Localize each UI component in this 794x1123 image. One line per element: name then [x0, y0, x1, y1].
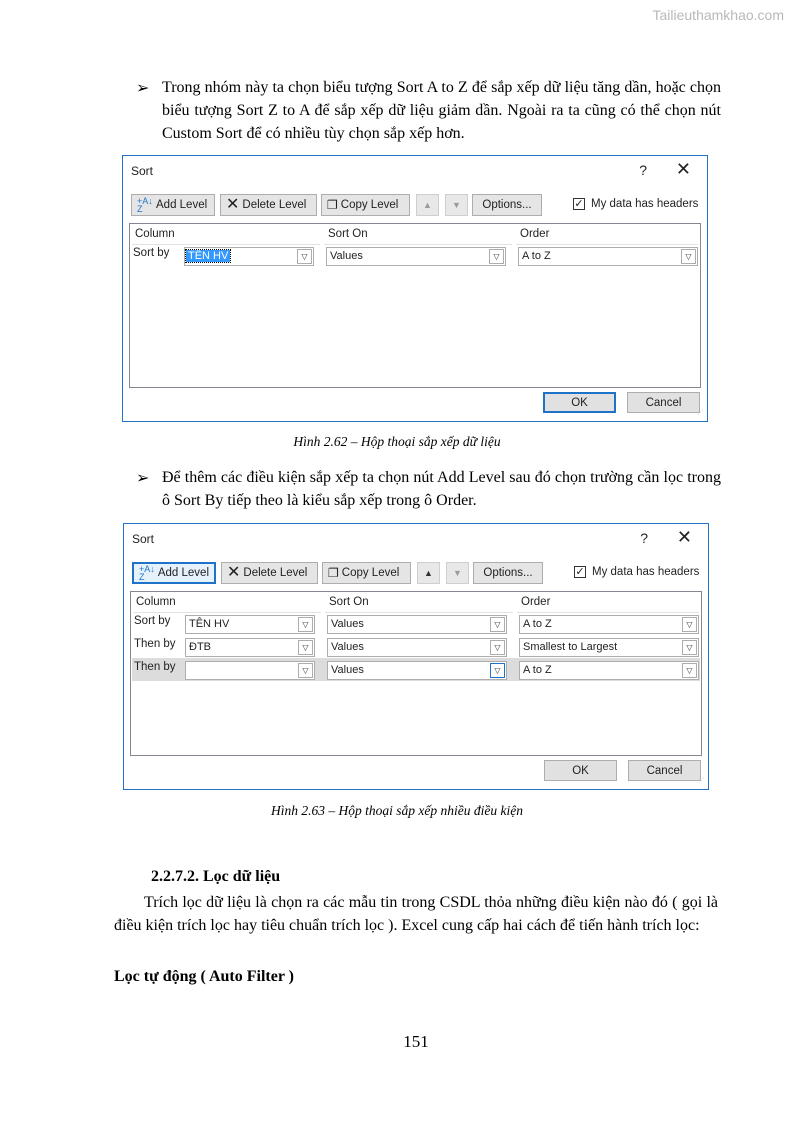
column-select[interactable]: ĐTB ▽	[185, 638, 315, 657]
body-paragraph: Trích lọc dữ liệu là chọn ra các mẫu tin trong CSDL thỏa những điều kiện nào đó ( gọi là điều kiện trích lọc hay tiêu chuẩn trích lọc ). Excel cung cấp hai cách để tiến hành trích lọc:	[114, 894, 718, 934]
sort-levels-grid	[130, 591, 702, 756]
checkbox-checked-icon[interactable]: ✓	[574, 198, 584, 210]
order-select[interactable]: A to Z ▽	[519, 615, 699, 634]
cancel-button[interactable]: Cancel	[627, 392, 700, 413]
dialog-title: Sort	[132, 532, 155, 546]
arrow-up-icon: ▲	[423, 200, 432, 210]
row-label: Then by	[134, 638, 176, 650]
figure-caption-1: Hình 2.62 – Hộp thoại sắp xếp dữ liệu	[293, 434, 501, 449]
bullet-paragraph-2	[136, 466, 721, 512]
column-select[interactable]	[185, 661, 315, 680]
bullet-text-1: Trong nhóm này ta chọn biểu tượng Sort A to Z để sắp xếp dữ liệu tăng dần, hoặc chọn biểu tượng Sort Z to A để sắp xếp dữ liệu giảm dần. Ngoài ra ta cũng có thể chọn nút Custom Sort để có nhiều tùy chọn sắp xếp hơn.	[162, 79, 721, 142]
delete-icon: ✕	[227, 564, 241, 581]
cancel-button[interactable]: Cancel	[628, 760, 701, 781]
column-header: Column	[136, 596, 176, 608]
move-up-button[interactable]	[417, 562, 440, 584]
bullet-text-2: Để thêm các điều kiện sắp xếp ta chọn nút Add Level sau đó chọn trường cần lọc trong ô Sort By tiếp theo là kiểu sắp xếp trong ô Order.	[162, 469, 721, 509]
chevron-down-icon[interactable]: ▽	[682, 617, 697, 632]
close-icon[interactable]: ✕	[676, 527, 692, 547]
sort-on-header: Sort On	[328, 228, 368, 240]
arrow-bullet-icon: ➢	[136, 468, 150, 487]
chevron-down-icon[interactable]: ▽	[298, 663, 313, 678]
chevron-down-icon[interactable]: ▽	[681, 249, 696, 264]
options-button[interactable]: Options...	[472, 194, 542, 216]
sort-on-select[interactable]: Values ▽	[327, 638, 507, 657]
ok-button[interactable]: OK	[543, 392, 616, 413]
ok-button[interactable]: OK	[544, 760, 617, 781]
sort-levels-grid	[129, 223, 701, 388]
arrow-bullet-icon: ➢	[136, 78, 150, 97]
chevron-down-icon[interactable]: ▽	[682, 663, 697, 678]
options-button[interactable]: Options...	[473, 562, 543, 584]
column-header: Column	[135, 228, 175, 240]
chevron-down-icon[interactable]: ▽	[489, 249, 504, 264]
sort-on-header: Sort On	[329, 596, 369, 608]
headers-label: My data has headers	[591, 198, 699, 210]
delete-icon: ✕	[226, 196, 240, 213]
help-icon[interactable]: ?	[639, 162, 647, 178]
arrow-up-icon: ▲	[424, 568, 433, 578]
move-down-button[interactable]	[445, 194, 468, 216]
dialog-title: Sort	[131, 164, 154, 178]
add-level-button[interactable]: +A↓ Z Add Level	[131, 194, 215, 216]
delete-level-button[interactable]: ✕ Delete Level	[220, 194, 317, 216]
close-icon[interactable]: ✕	[675, 159, 691, 179]
order-header: Order	[520, 228, 550, 240]
order-select[interactable]: A to Z ▽	[518, 247, 698, 266]
column-select[interactable]: TÊN HV ▽	[184, 247, 314, 266]
arrow-down-icon: ▼	[452, 200, 461, 210]
column-select[interactable]: TÊN HV ▽	[185, 615, 315, 634]
chevron-down-icon[interactable]: ▽	[490, 663, 505, 678]
order-header: Order	[521, 596, 551, 608]
copy-icon: ❐	[328, 566, 339, 580]
chevron-down-icon[interactable]: ▽	[297, 249, 312, 264]
chevron-down-icon[interactable]: ▽	[298, 617, 313, 632]
sort-on-select[interactable]: Values ▽	[327, 661, 507, 680]
chevron-down-icon[interactable]: ▽	[490, 617, 505, 632]
resize-grip-icon[interactable]: ⋰	[698, 778, 704, 784]
copy-icon: ❐	[327, 198, 338, 212]
delete-level-button[interactable]: ✕ Delete Level	[221, 562, 318, 584]
watermark: Tailieuthamkhao.com	[652, 7, 784, 23]
row-label: Then by	[134, 661, 176, 673]
row-label: Sort by	[133, 247, 170, 259]
sort-dialog-1	[122, 155, 708, 422]
chevron-down-icon[interactable]: ▽	[490, 640, 505, 655]
add-level-icon: +A↓ Z	[139, 564, 155, 582]
help-icon[interactable]: ?	[640, 530, 648, 546]
resize-grip-icon[interactable]: ⋰	[697, 410, 703, 416]
arrow-down-icon: ▼	[453, 568, 462, 578]
sort-dialog-2	[123, 523, 709, 790]
order-select[interactable]: A to Z ▽	[519, 661, 699, 680]
bullet-paragraph-1	[136, 76, 721, 145]
move-up-button[interactable]	[416, 194, 439, 216]
page-number: 151	[403, 1032, 429, 1051]
add-level-button[interactable]: +A↓ Z Add Level	[132, 562, 216, 584]
order-select[interactable]: Smallest to Largest ▽	[519, 638, 699, 657]
headers-checkbox-row[interactable]	[573, 198, 698, 210]
move-down-button[interactable]	[446, 562, 469, 584]
subheading: Lọc tự động ( Auto Filter )	[114, 968, 294, 985]
copy-level-button[interactable]: ❐ Copy Level	[322, 562, 411, 584]
sort-on-select[interactable]: Values ▽	[327, 615, 507, 634]
headers-checkbox-row[interactable]	[574, 566, 699, 578]
chevron-down-icon[interactable]: ▽	[682, 640, 697, 655]
section-heading: 2.2.7.2. Lọc dữ liệu	[151, 868, 281, 885]
copy-level-button[interactable]: ❐ Copy Level	[321, 194, 410, 216]
chevron-down-icon[interactable]: ▽	[298, 640, 313, 655]
sort-on-select[interactable]: Values ▽	[326, 247, 506, 266]
add-level-icon: +A↓ Z	[137, 196, 153, 214]
row-label: Sort by	[134, 615, 171, 627]
headers-label: My data has headers	[592, 566, 700, 578]
checkbox-checked-icon[interactable]: ✓	[575, 566, 585, 578]
figure-caption-2: Hình 2.63 – Hộp thoại sắp xếp nhiều điều kiện	[271, 803, 523, 818]
